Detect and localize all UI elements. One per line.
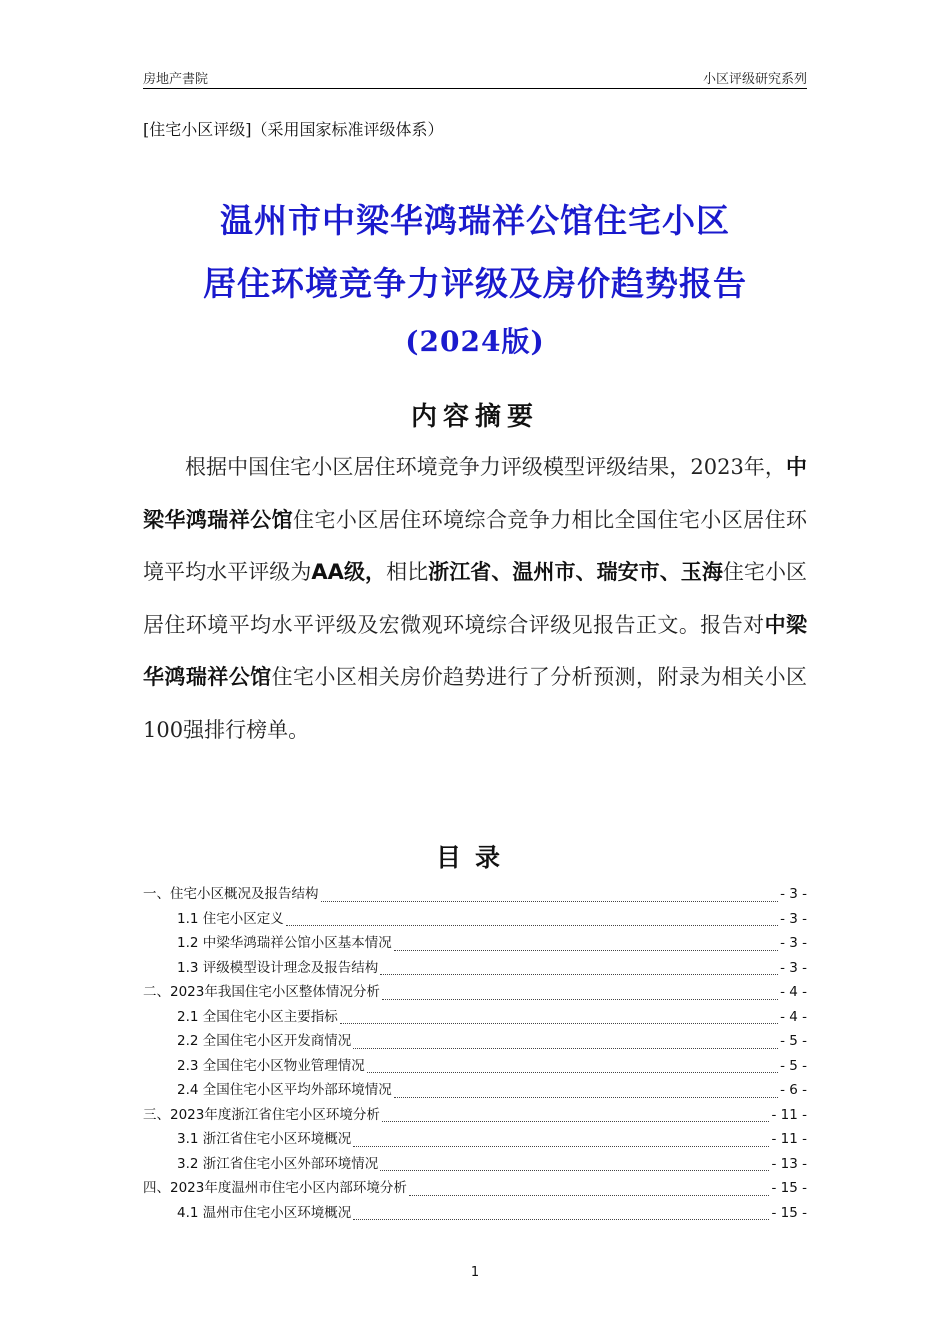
toc-entry-page: - 11 -: [771, 1131, 807, 1147]
toc-entry-page: - 3 -: [780, 959, 807, 976]
toc-entry-page: - 5 -: [780, 1033, 807, 1049]
report-title-line-2: 居住环境竞争力评级及房价趋势报告: [203, 264, 747, 303]
abstract-text: 住宅小区相关房价趋势进行了分析预测，附录为相关小区100强排行榜单。: [143, 665, 808, 742]
toc-entry[interactable]: [143, 931, 807, 956]
abstract-text: 住宅小区居住环境平均水平评级及宏微观环境综合评级见报告正文。报告对: [143, 560, 808, 637]
toc-leader-dots: [353, 1209, 769, 1220]
toc-entry-title: 一、住宅小区概况及报告结构: [143, 886, 319, 902]
report-title-line-1: 温州市中梁华鸿瑞祥公馆住宅小区: [220, 201, 730, 240]
toc-entry-page: - 3 -: [780, 886, 807, 902]
toc-leader-dots: [409, 1185, 770, 1196]
abstract-highlight: 中梁华鸿瑞祥公馆: [143, 612, 808, 689]
toc-leader-dots: [353, 1038, 778, 1049]
toc-entry-page: - 15 -: [771, 1180, 807, 1196]
toc-entry-page: - 15 -: [771, 1204, 807, 1221]
toc-leader-dots: [394, 940, 778, 951]
toc-entry[interactable]: [143, 956, 807, 981]
toc-entry-title: 2.2 全国住宅小区开发商情况: [177, 1033, 352, 1049]
toc-entry-page: - 6 -: [780, 1082, 807, 1098]
toc-entry-title: 二、2023年我国住宅小区整体情况分析: [143, 984, 380, 1000]
toc-leader-dots: [382, 1111, 770, 1122]
table-of-contents: [143, 882, 807, 1225]
abstract-heading: 内容摘要: [410, 402, 539, 432]
toc-entry-page: - 3 -: [780, 910, 807, 927]
toc-entry[interactable]: [143, 1103, 807, 1128]
toc-entry-title: 2.3 全国住宅小区物业管理情况: [177, 1057, 365, 1074]
toc-leader-dots: [340, 1013, 778, 1024]
report-edition: (2024版): [405, 325, 545, 358]
toc-entry-title: 1.3 评级模型设计理念及报告结构: [177, 959, 379, 976]
toc-entry-title: 四、2023年度温州市住宅小区内部环境分析: [143, 1180, 407, 1196]
toc-entry[interactable]: [143, 1127, 807, 1152]
toc-entry[interactable]: [143, 1054, 807, 1079]
toc-entry[interactable]: [143, 1176, 807, 1201]
toc-entry-page: - 4 -: [780, 984, 807, 1000]
toc-entry-title: 2.4 全国住宅小区平均外部环境情况: [177, 1082, 392, 1098]
toc-entry-page: - 3 -: [780, 935, 807, 951]
abstract-text: 住宅小区居住环境综合竞争力相比全国住宅小区居住环境平均水平评级为: [143, 507, 808, 584]
toc-leader-dots: [286, 915, 778, 926]
toc-entry-title: 3.1 浙江省住宅小区环境概况: [177, 1131, 352, 1147]
abstract-text: 根据中国住宅小区居住环境竞争力评级模型评级结果，2023年，: [185, 455, 786, 479]
toc-leader-dots: [353, 1136, 769, 1147]
toc-entry-title: 3.2 浙江省住宅小区外部环境情况: [177, 1155, 379, 1172]
toc-entry[interactable]: [143, 1005, 807, 1030]
toc-heading: 目录: [435, 843, 514, 872]
header-left-text: 房地产書院: [143, 72, 209, 87]
abstract-text: 相比: [386, 560, 429, 584]
page-number: 1: [470, 1265, 480, 1280]
page-header: [143, 66, 807, 89]
toc-entry[interactable]: [143, 980, 807, 1005]
abstract-paragraph: [143, 441, 807, 756]
toc-leader-dots: [394, 1087, 778, 1098]
toc-entry[interactable]: [143, 1152, 807, 1177]
toc-leader-dots: [367, 1062, 778, 1073]
toc-entry-title: 1.1 住宅小区定义: [177, 910, 284, 927]
abstract-highlight: AA级，: [311, 560, 387, 584]
toc-leader-dots: [380, 1160, 769, 1171]
toc-entry-page: - 5 -: [780, 1057, 807, 1074]
toc-entry-title: 2.1 全国住宅小区主要指标: [177, 1008, 338, 1025]
toc-leader-dots: [380, 964, 778, 975]
toc-leader-dots: [321, 891, 779, 902]
toc-entry[interactable]: [143, 882, 807, 907]
toc-entry-page: - 4 -: [780, 1008, 807, 1025]
toc-entry-title: 4.1 温州市住宅小区环境概况: [177, 1204, 352, 1221]
toc-entry-page: - 13 -: [771, 1155, 807, 1172]
abstract-highlight: 浙江省、温州市、瑞安市、玉海: [428, 560, 723, 584]
toc-entry[interactable]: [143, 1201, 807, 1226]
abstract-highlight: 中梁华鸿瑞祥公馆: [143, 455, 807, 532]
toc-entry[interactable]: [143, 1078, 807, 1103]
toc-entry-title: 1.2 中梁华鸿瑞祥公馆小区基本情况: [177, 935, 392, 951]
header-right-text: 小区评级研究系列: [702, 72, 807, 87]
report-category-tag: [住宅小区评级]（采用国家标准评级体系）: [143, 120, 444, 139]
toc-entry-title: 三、2023年度浙江省住宅小区环境分析: [143, 1106, 380, 1123]
toc-leader-dots: [382, 989, 778, 1000]
toc-entry[interactable]: [143, 1029, 807, 1054]
toc-entry-page: - 11 -: [771, 1106, 807, 1123]
toc-entry[interactable]: [143, 907, 807, 932]
